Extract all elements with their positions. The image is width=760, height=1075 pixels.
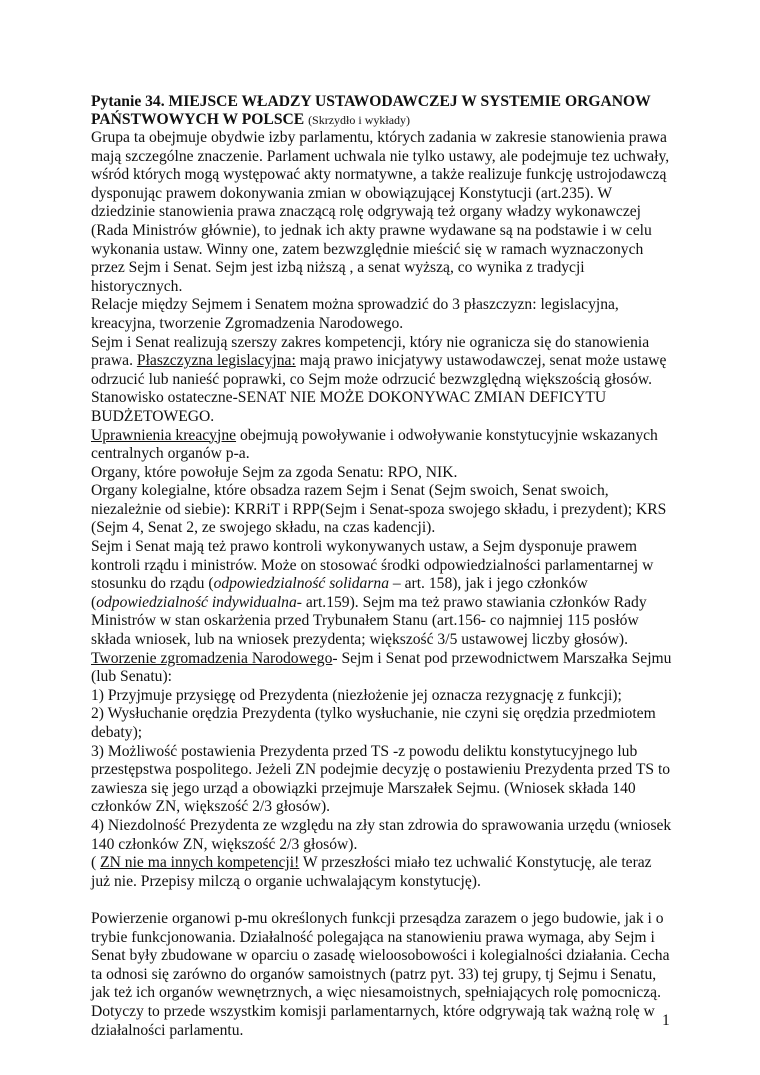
text-segment: obejmują powoływanie i odwoływanie konstytucyjnie wskazanych centralnych organów p-a. — [91, 426, 658, 463]
paragraph-control — [91, 538, 672, 650]
paragraph-budget: Stanowisko ostateczne-SENAT NIE MOŻE DOKONYWAC ZMIAN DEFICYTU BUDŻETOWEGO. — [91, 389, 607, 425]
title-text: Pytanie 34. MIEJSCE WŁADZY USTAWODAWCZEJ W SYSTEMIE ORGANOW PAŃSTWOWYCH W POLSCE — [91, 93, 651, 128]
paragraph-no-other-powers — [91, 854, 672, 891]
list-item-incapacity: 4) Niezdolność Prezydenta ze względu na zły stan zdrowia do sprawowania urzędu (wniosek 140 członków ZN, większość 2/3 głosów). — [91, 816, 672, 853]
text-segment: Sejm i Senat realizują szerszy zakres kompetencji, który nie ogranicza się do stanowienia prawa. — [91, 333, 650, 370]
italic-term-individual: odpowiedzialność indywidualna- — [96, 593, 302, 611]
underlined-heading-creative: Uprawnienia kreacyjne — [91, 426, 237, 444]
text-segment: art.159). Sejm ma też prawo stawiania członków Rady Ministrów w stan oskarżenia przed Trybunałem Stanu (art.156- co najmniej 115 posłów składa wniosek, lub na wniosek prezydenta; większość 3/5 ustawowej liczby głosów). — [91, 593, 647, 649]
text-segment: mają prawo inicjatywy ustawodawczej, senat może ustawę odrzucić lub nanieść poprawki, co Sejm może odrzucić bezwzględną większością głosów. — [91, 352, 667, 388]
text-segment: W przeszłości miało tez uchwalić Konstytucję, ale teraz już nie. Przepisy milczą o organie uchwalającym konstytucję). — [91, 854, 652, 890]
paragraph-relations: Relacje między Sejmem i Senatem można sprowadzić do 3 płaszczyzn: legislacyjna, kreacyjna, tworzenie Zgromadzenia Narodowego. — [91, 296, 619, 332]
paragraph-intro: Grupa ta obejmuje obydwie izby parlamentu, których zadania w zakresie stanowienia prawa mają szczególne znaczenie. Parlament uchwala nie tylko ustawy, ale podejmuje tez uchwały, wśród których mogą występować akty normatywne, a także realizuje funkcję ustrojodawczą dysponując prawem dokonywania zmian w obowiązującej Konstytucji (art.235). W dziedzinie stanowienia prawa znaczącą rolę odgrywają też organy władzy wykonawczej (Rada Ministrów głównie), to jednak ich akty prawne wydawane są na podstawie i w celu wykonania ustaw. Winny one, zatem bezwzględnie mieścić się w ramach wyznaczonych przez Sejm i Senat. Sejm jest izbą niższą , a senat wyższą, co wynika z tradycji historycznych. — [91, 129, 670, 295]
underlined-note: ZN nie ma innych kompetencji! — [100, 854, 300, 872]
italic-term-solidarity: odpowiedzialność solidarna — [213, 575, 390, 593]
paragraph-creative — [91, 427, 672, 464]
text-segment: - Sejm i Senat pod przewodnictwem Marszałka Sejmu (lub Senatu): — [91, 649, 672, 686]
list-item-oath: 1) Przyjmuje przysięgę od Prezydenta (niezłożenie jej oznacza rezygnację z funkcji); — [91, 686, 622, 704]
paragraph-structure: Powierzenie organowi p-mu określonych funkcji przesądza zarazem o jego budowie, jak i o trybie funkcjonowania. Działalność polegająca na stanowieniu prawa wymaga, aby Sejm i Senat były zbudowane w oparciu o zasadę wieloosobowości i kolegialności działania. Cecha ta odnosi się zarówno do organów samoistnych (patrz pyt. 33) tej grupy, tj Sejmu i Senatu, jak też ich organów wewnętrznych, a więc niesamoistnych, spełniających rolę pomocniczą. Dotyczy to przede wszystkim komisji parlamentarnych, które odgrywają tak ważną rolę w działalności parlamentu. — [91, 909, 670, 1039]
text-segment: Sejm i Senat mają też prawo kontroli wykonywanych ustaw, a Sejm dysponuje prawem kontroli rządu i ministrów. Może on stosować środki odpowiedzialności parlamentarnej w stosunku do rządu ( — [91, 538, 654, 593]
paragraph-legislative — [91, 334, 672, 390]
underlined-heading-national-assembly: Tworzenie zgromadzenia Narodowego — [91, 649, 333, 667]
paragraph-national-assembly — [91, 650, 672, 687]
paragraph-appointed-organs: Organy, które powołuje Sejm za zgoda Senatu: RPO, NIK. — [91, 463, 458, 481]
paragraph-collegial-organs: Organy kolegialne, które obsadza razem Sejm i Senat (Sejm swoich, Senat swoich, niezależnie od siebie): KRRiT i RPP(Sejm i Senat-spoza swojego składu, i prezydent); KRS (Sejm 4, Senat 2, ze swojego składu, na czas kadencji). — [91, 482, 667, 537]
blank-line — [91, 891, 672, 910]
question-title — [91, 93, 672, 129]
list-item-address: 2) Wysłuchanie orędzia Prezydenta (tylko wysłuchanie, nie czyni się orędzia przedmiotem debaty); — [91, 705, 656, 741]
list-item-tribunal: 3) Możliwość postawienia Prezydenta przed TS -z powodu deliktu konstytucyjnego lub przestępstwa pospolitego. Jeżeli ZN podejmie decyzję o postawieniu Prezydenta przed TS to zawiesza się jego urząd a obowiązki przejmuje Marszałek Sejmu. (Wniosek składa 140 członków ZN, większość 2/3 głosów). — [91, 742, 671, 816]
page-number: 1 — [662, 1012, 670, 1029]
underlined-heading-legislative: Płaszczyzna legislacyjna: — [136, 352, 296, 370]
title-source: (Skrzydło i wykłady) — [308, 113, 411, 127]
document-body — [91, 93, 672, 1040]
text-segment: – art. 158), jak i jego członków ( — [91, 575, 588, 611]
text-segment: ( — [91, 854, 101, 872]
